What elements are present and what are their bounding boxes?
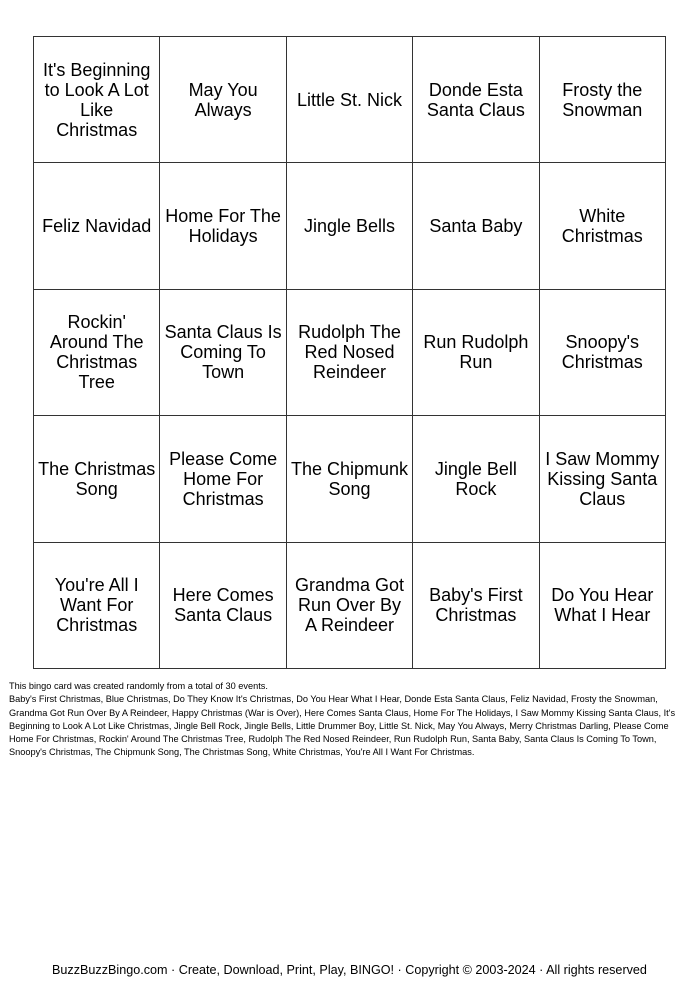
bingo-cell: Snoopy's Christmas — [540, 290, 666, 416]
bingo-cell: It's Beginning to Look A Lot Like Christmas — [34, 37, 160, 163]
bingo-cell: Little St. Nick — [287, 37, 413, 163]
bingo-cell: May You Always — [160, 37, 286, 163]
bingo-grid — [33, 36, 666, 669]
bingo-cell: Jingle Bell Rock — [413, 416, 539, 542]
bingo-cell: Santa Claus Is Coming To Town — [160, 290, 286, 416]
bingo-cell: Frosty the Snowman — [540, 37, 666, 163]
bingo-cell: Home For The Holidays — [160, 163, 286, 289]
bingo-cell: Feliz Navidad — [34, 163, 160, 289]
info-events: Baby's First Christmas, Blue Christmas, Do They Know It's Christmas, Do You Hear What I Hear, Donde Esta Santa Claus, Feliz Navidad, Frosty the Snowman, Grandma Got Run Over By A Reindeer, Happy Christmas (War is Over), Here Comes Santa Claus, Home For The Holidays, I Saw Mommy Kissing Santa Claus, It's Beginning to Look A Lot Like Christmas, Jingle Bell Rock, Jingle Bells, Little Drummer Boy, Little St. Nick, May You Always, Merry Christmas Darling, Please Come Home For Christmas, Rockin' Around The Christmas Tree, Rudolph The Red Nosed Reindeer, Run Rudolph Run, Santa Baby, Santa Claus Is Coming To Town, Snoopy's Christmas, The Chipmunk Song, The Christmas Song, White Christmas, You're All I Want For Christmas. — [9, 694, 676, 758]
bingo-cell: Please Come Home For Christmas — [160, 416, 286, 542]
bingo-cell: Jingle Bells — [287, 163, 413, 289]
bingo-cell: The Christmas Song — [34, 416, 160, 542]
bingo-cell: Rockin' Around The Christmas Tree — [34, 290, 160, 416]
bingo-cell: Donde Esta Santa Claus — [413, 37, 539, 163]
bingo-cell: Santa Baby — [413, 163, 539, 289]
bingo-cell: Do You Hear What I Hear — [540, 543, 666, 669]
bingo-cell: Here Comes Santa Claus — [160, 543, 286, 669]
bingo-cell: You're All I Want For Christmas — [34, 543, 160, 669]
footer: BuzzBuzzBingo.com · Create, Download, Print, Play, BINGO! · Copyright © 2003-2024 · All rights reserved — [52, 963, 647, 977]
bingo-cell: White Christmas — [540, 163, 666, 289]
bingo-cell: I Saw Mommy Kissing Santa Claus — [540, 416, 666, 542]
bingo-cell: Run Rudolph Run — [413, 290, 539, 416]
bingo-cell: Baby's First Christmas — [413, 543, 539, 669]
bingo-cell: Rudolph The Red Nosed Reindeer — [287, 290, 413, 416]
bingo-cell: Grandma Got Run Over By A Reindeer — [287, 543, 413, 669]
info-summary: This bingo card was created randomly from a total of 30 events. — [9, 681, 268, 691]
card-info — [9, 680, 694, 760]
bingo-cell: The Chipmunk Song — [287, 416, 413, 542]
